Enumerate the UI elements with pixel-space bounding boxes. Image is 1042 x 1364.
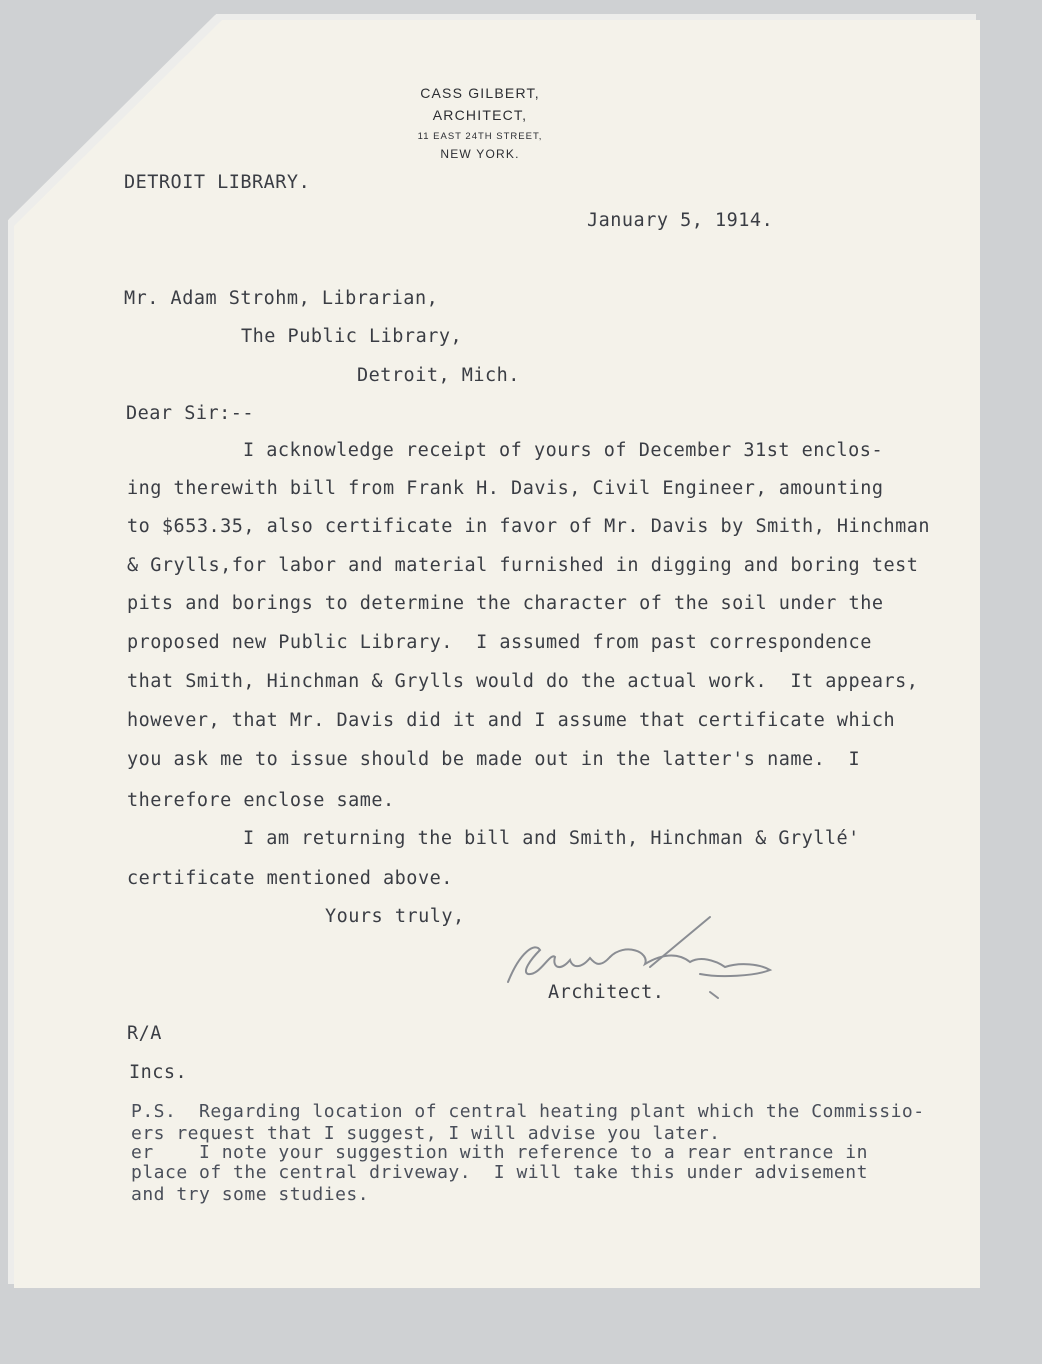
letterhead-street: 11 EAST 24TH STREET, [417, 131, 543, 142]
body-line: you ask me to issue should be made out in the latter's name. I [127, 749, 861, 770]
letter-date: January 5, 1914. [587, 210, 774, 231]
subject-line: DETROIT LIBRARY. [124, 172, 311, 193]
body-line: to $653.35, also certificate in favor of Mr. Davis by Smith, Hinchman [127, 516, 931, 537]
postscript-line: and try some studies. [131, 1184, 370, 1205]
letterhead-name: CASS GILBERT, [420, 85, 540, 101]
body-line: therefore enclose same. [127, 790, 395, 811]
body-line: ing therewith bill from Frank H. Davis, Civil Engineer, amounting [127, 478, 884, 499]
enclosures: Incs. [129, 1062, 188, 1083]
initials: R/A [127, 1023, 162, 1044]
postscript-line: place of the central driveway. I will take this under advisement [131, 1162, 868, 1183]
recipient-city: Detroit, Mich. [357, 365, 520, 386]
recipient-name: Mr. Adam Strohm, Librarian, [124, 288, 439, 309]
body-line: I am returning the bill and Smith, Hinchman & Gryllé' [243, 828, 860, 849]
letterhead-city: NEW YORK. [440, 147, 520, 161]
postscript-line: er I note your suggestion with reference to a rear entrance in [131, 1142, 868, 1163]
postscript-line: P.S. Regarding location of central heating plant which the Commissio- [131, 1101, 925, 1122]
body-line: that Smith, Hinchman & Grylls would do the actual work. It appears, [127, 671, 919, 692]
body-line: & Grylls,for labor and material furnished in digging and boring test [127, 555, 919, 576]
body-line: I acknowledge receipt of yours of December 31st enclos- [243, 440, 884, 461]
letterhead-title: ARCHITECT, [432, 107, 528, 123]
recipient-org: The Public Library, [241, 326, 463, 347]
letter-paper [14, 20, 980, 1288]
closing: Yours truly, [325, 906, 465, 927]
postscript-line: ers request that I suggest, I will advise you later. [131, 1123, 721, 1144]
body-line: pits and borings to determine the character of the soil under the [127, 593, 884, 614]
body-line: proposed new Public Library. I assumed from past correspondence [127, 632, 872, 653]
body-line: certificate mentioned above. [127, 868, 453, 889]
salutation: Dear Sir:-- [126, 403, 255, 424]
signature-title: Architect. [548, 982, 665, 1003]
body-line: however, that Mr. Davis did it and I assume that certificate which [127, 710, 896, 731]
